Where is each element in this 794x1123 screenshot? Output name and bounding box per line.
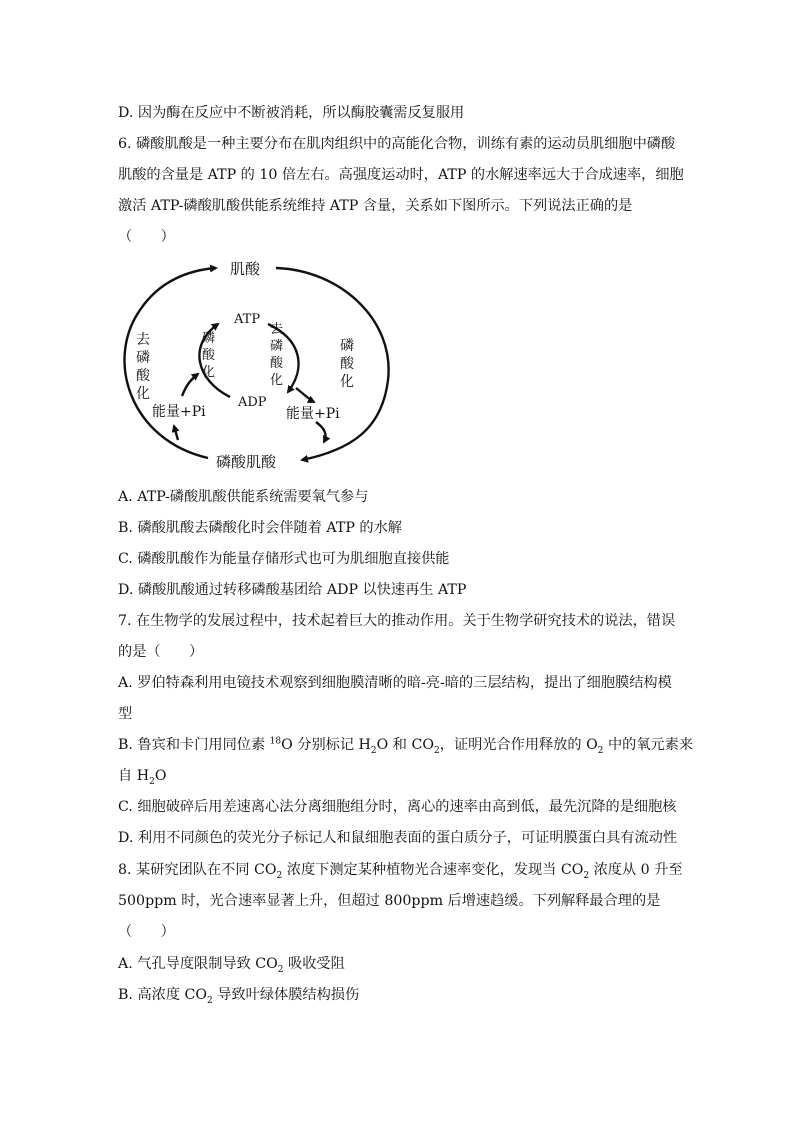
- svg-text:磷: 磷: [340, 338, 354, 354]
- outer-left-vertical-label: [136, 331, 151, 402]
- energy-pi-right-label: 能量+Pi: [286, 406, 340, 422]
- adp-label: ADP: [238, 395, 267, 410]
- phosphocreatine-label: 磷酸肌酸: [216, 453, 277, 471]
- svg-text:化: 化: [340, 374, 354, 390]
- svg-text:去: 去: [270, 322, 284, 337]
- outer-right-arrow: [276, 268, 389, 460]
- q6-option-c: C. 磷酸肌酸作为能量存储形式也可为肌细胞直接供能: [118, 551, 450, 567]
- q7-option-b-line-2: 自 $H_2O$: [118, 768, 167, 787]
- q8-stem-line-1: 8. 某研究团队在不同 $CO_2$ 浓度下测定某种植物光合速率变化，发现当 $CO_2$ 浓度从 0 升至: [118, 862, 683, 881]
- q6-stem-line-2: 肌酸的含量是 ATP 的 10 倍左右。高强度运动时，ATP 的水解速率远大于合成速率，细胞: [118, 167, 684, 183]
- right-energy-down-arrow: [316, 422, 326, 442]
- q8-option-b: B. 高浓度 $CO_2$ 导致叶绿体膜结构损伤: [118, 987, 360, 1006]
- q7-option-a-line-1: A. 罗伯特森利用电镜技术观察到细胞膜清晰的暗-亮-暗的三层结构，提出了细胞膜结构模: [118, 675, 672, 691]
- q7-option-b-line-1: B. 鲁宾和卡门用同位素 $^{18}$O 分别标记 $H_2O$ 和 $CO_2$，证明光合作用释放的 $O_2$ 中的氧元素来: [118, 736, 694, 756]
- q6-option-a: A. ATP-磷酸肌酸供能系统需要氧气参与: [118, 489, 369, 505]
- svg-text:磷: 磷: [136, 350, 150, 366]
- q8-stem-line-2: 500ppm 时，光合速率显著上升，但超过 800ppm 后增速趋缓。下列解释最合理的是: [118, 893, 661, 909]
- q8-answer-paren: （ ）: [118, 924, 175, 940]
- q6-stem-line-3: 激活 ATP-磷酸肌酸供能系统维持 ATP 含量，关系如下图所示。下列说法正确的是: [118, 198, 633, 214]
- q7-option-a-line-2: 型: [118, 706, 133, 722]
- svg-text:去: 去: [136, 332, 150, 348]
- atp-label: ATP: [234, 312, 261, 327]
- q6-answer-paren: （ ）: [118, 229, 175, 245]
- svg-text:酸: 酸: [136, 368, 150, 384]
- q6-stem-line-1: 6. 磷酸肌酸是一种主要分布在肌肉组织中的高能化合物，训练有素的运动员肌细胞中磷酸: [118, 136, 676, 152]
- energy-pi-left-label: 能量+Pi: [152, 404, 206, 420]
- q7-option-c: C. 细胞破碎后用差速离心法分离细胞组分时，离心的速率由高到低，最先沉降的是细胞核: [118, 799, 677, 815]
- right-energy-from-adp-arrow: [296, 388, 314, 402]
- q5-option-d: D. 因为酶在反应中不断被消耗，所以酶胶囊需反复服用: [118, 105, 465, 121]
- svg-text:酸: 酸: [340, 356, 354, 372]
- q6-option-d: D. 磷酸肌酸通过转移磷酸基团给 ADP 以快速再生 ATP: [118, 582, 467, 598]
- q8-option-a: A. 气孔导度限制导致 $CO_2$ 吸收受阻: [118, 956, 345, 975]
- svg-text:化: 化: [202, 365, 216, 380]
- creatine-label: 肌酸: [230, 260, 261, 278]
- inner-right-vertical-label: [270, 321, 284, 388]
- svg-text:酸: 酸: [270, 356, 284, 371]
- q7-stem-line-2: 的是（ ）: [118, 644, 204, 660]
- q6-option-b: B. 磷酸肌酸去磷酸化时会伴随着 ATP 的水解: [118, 520, 402, 536]
- q7-stem-line-1: 7. 在生物学的发展过程中，技术起着巨大的推动作用。关于生物学研究技术的说法，错误: [118, 613, 676, 629]
- inner-left-vertical-label: [202, 330, 216, 380]
- left-energy-up-arrow: [174, 426, 178, 440]
- left-energy-to-atp-arrow: [182, 374, 198, 396]
- svg-text:化: 化: [136, 386, 150, 402]
- svg-text:磷: 磷: [202, 331, 216, 346]
- svg-text:磷: 磷: [270, 339, 284, 354]
- svg-text:化: 化: [270, 373, 284, 388]
- svg-text:酸: 酸: [202, 348, 216, 363]
- atp-phosphocreatine-cycle-diagram: [110, 250, 410, 480]
- outer-right-vertical-label: [340, 337, 355, 390]
- q7-option-d: D. 利用不同颜色的荧光分子标记人和鼠细胞表面的蛋白质分子，可证明膜蛋白具有流动性: [118, 830, 678, 846]
